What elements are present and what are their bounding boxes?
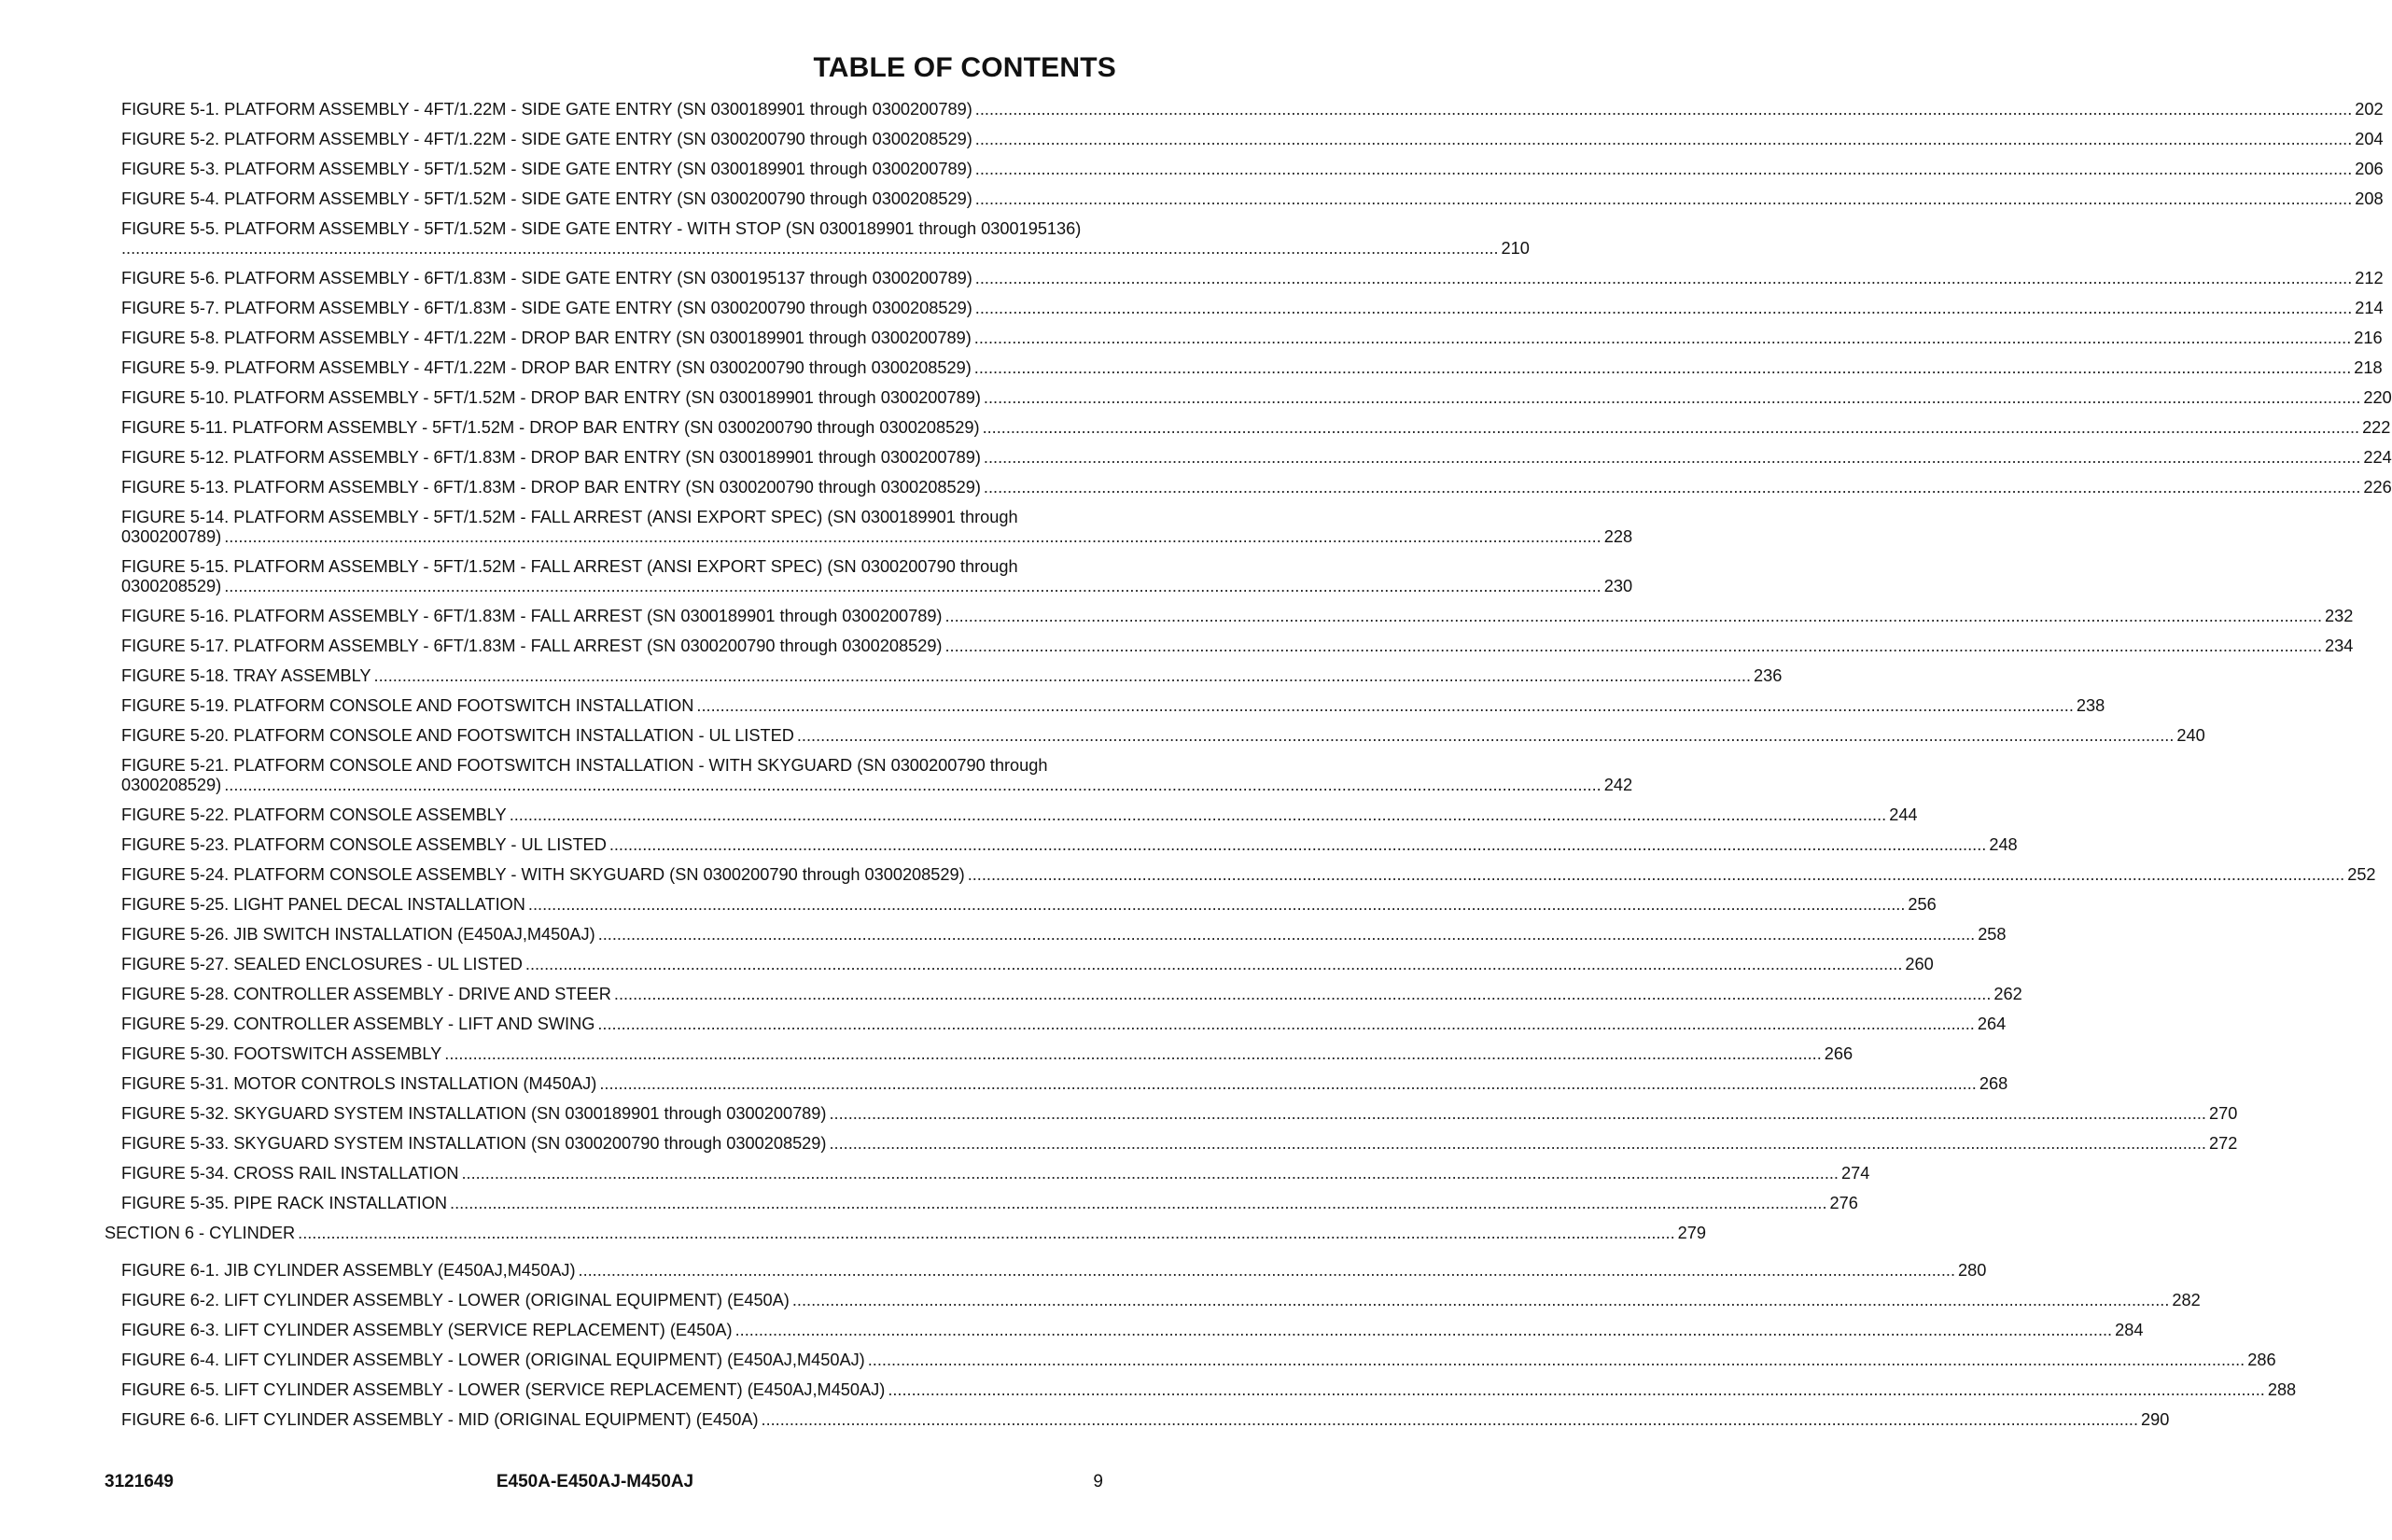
toc-page-number: 284 xyxy=(2115,1321,2144,1339)
toc-figure-entry[interactable] xyxy=(121,895,1937,915)
toc-page-number: 204 xyxy=(2355,130,2384,148)
toc-figure-entry[interactable] xyxy=(121,726,2205,746)
toc-entry-row xyxy=(121,985,2022,1004)
dot-leader xyxy=(450,1194,1827,1213)
toc-entry-row xyxy=(121,130,2384,149)
dot-leader xyxy=(975,130,2353,149)
toc-page-number: 288 xyxy=(2267,1380,2297,1399)
toc-figure-entry[interactable] xyxy=(121,835,2018,855)
toc-entry-row xyxy=(121,577,1633,596)
toc-page-number: 202 xyxy=(2355,100,2384,119)
toc-entry-row xyxy=(121,1104,2238,1124)
toc-page-number: 242 xyxy=(1603,776,1633,794)
toc-entry-row xyxy=(121,478,2392,497)
model-designation: E450A-E450AJ-M450AJ xyxy=(496,1472,694,1491)
toc-entry-title: FIGURE 5-16. PLATFORM ASSEMBLY - 6FT/1.83M - FALL ARREST (SN 0300189901 through 0300200789) xyxy=(121,607,943,625)
toc-page-number: 252 xyxy=(2347,865,2376,884)
toc-page-number: 258 xyxy=(1978,925,2007,944)
toc-figure-entry[interactable] xyxy=(121,805,1918,825)
toc-figure-entry[interactable] xyxy=(121,508,1633,547)
toc-entry-title: FIGURE 5-32. SKYGUARD SYSTEM INSTALLATION (SN 0300189901 through 0300200789) xyxy=(121,1104,827,1123)
document-number: 3121649 xyxy=(105,1472,174,1491)
dot-leader xyxy=(984,448,2361,468)
toc-page-number: 256 xyxy=(1908,895,1937,914)
toc-entry-row xyxy=(121,100,2384,119)
toc-entry-row xyxy=(121,1410,2170,1430)
page-number: 9 xyxy=(1093,1472,1103,1491)
dot-leader xyxy=(974,358,2352,378)
dot-leader xyxy=(224,527,1602,547)
toc-entry-title: FIGURE 5-26. JIB SWITCH INSTALLATION (E450AJ,M450AJ) xyxy=(121,925,595,944)
dot-leader xyxy=(579,1261,1956,1281)
toc-page-number: 240 xyxy=(2176,726,2205,745)
toc-figure-entry[interactable] xyxy=(121,1380,2297,1400)
dot-leader xyxy=(975,269,2353,288)
dot-leader xyxy=(975,160,2353,179)
dot-leader xyxy=(762,1410,2139,1430)
toc-page-number: 230 xyxy=(1603,577,1633,595)
toc-entry-title: FIGURE 5-1. PLATFORM ASSEMBLY - 4FT/1.22M - SIDE GATE ENTRY (SN 0300189901 through 0300200789) xyxy=(121,100,972,119)
toc-entry-title: FIGURE 5-7. PLATFORM ASSEMBLY - 6FT/1.83M - SIDE GATE ENTRY (SN 0300200790 through 0300208529) xyxy=(121,299,972,317)
toc-entry-row xyxy=(121,895,1937,915)
toc-entry-row xyxy=(121,1321,2144,1340)
dot-leader xyxy=(984,478,2361,497)
toc-figure-entry[interactable] xyxy=(121,100,2384,119)
toc-entry-title: FIGURE 5-29. CONTROLLER ASSEMBLY - LIFT AND SWING xyxy=(121,1015,595,1033)
dot-leader xyxy=(974,329,2352,348)
toc-entry-row xyxy=(121,666,1783,686)
dot-leader xyxy=(945,607,2323,626)
dot-leader xyxy=(528,895,1906,915)
page-footer xyxy=(0,1472,1190,1496)
toc-page-number: 208 xyxy=(2355,189,2384,208)
toc-page-number: 248 xyxy=(1989,835,2018,854)
dot-leader xyxy=(444,1044,1822,1064)
dot-leader xyxy=(975,100,2353,119)
toc-entry-row xyxy=(121,1380,2297,1400)
toc-page-number: 214 xyxy=(2355,299,2384,317)
dot-leader xyxy=(121,239,1499,259)
dot-leader xyxy=(374,666,1752,686)
toc-figure-entry[interactable] xyxy=(121,607,2354,626)
toc-entry-title: FIGURE 5-11. PLATFORM ASSEMBLY - 5FT/1.52M - DROP BAR ENTRY (SN 0300200790 through 0300208529) xyxy=(121,418,980,437)
toc-entry-row xyxy=(121,1164,1870,1183)
toc-figure-entry[interactable] xyxy=(121,189,2384,209)
toc-entry-row xyxy=(121,637,2354,656)
toc-figure-entry[interactable] xyxy=(121,756,1633,795)
toc-entry-title-line: FIGURE 5-15. PLATFORM ASSEMBLY - 5FT/1.52M - FALL ARREST (ANSI EXPORT SPEC) (SN 0300200790 through xyxy=(121,557,1018,576)
toc-entry-title: FIGURE 5-22. PLATFORM CONSOLE ASSEMBLY xyxy=(121,805,507,824)
toc-figure-entry[interactable] xyxy=(121,1044,1853,1064)
toc-figure-entry[interactable] xyxy=(121,865,2376,885)
toc-figure-entry[interactable] xyxy=(121,329,2383,348)
dot-leader xyxy=(888,1380,2265,1400)
toc-page-number: 266 xyxy=(1824,1044,1853,1063)
dot-leader xyxy=(614,985,1992,1004)
toc-page-number: 228 xyxy=(1603,527,1633,546)
toc-page-number: 279 xyxy=(1677,1224,1706,1242)
page-title: TABLE OF CONTENTS xyxy=(813,52,1116,83)
toc-entry-title: FIGURE 5-24. PLATFORM CONSOLE ASSEMBLY - WITH SKYGUARD (SN 0300200790 through 0300208529) xyxy=(121,865,965,884)
toc-figure-entry[interactable] xyxy=(121,637,2354,656)
dot-leader xyxy=(735,1321,2113,1340)
dot-leader xyxy=(224,577,1602,596)
toc-entry-title: SECTION 6 - CYLINDER xyxy=(105,1224,296,1242)
toc-entry-row xyxy=(121,835,2018,855)
toc-entry-title: 0300200789) xyxy=(121,527,222,546)
dot-leader xyxy=(525,955,1903,974)
toc-entry-title: FIGURE 5-23. PLATFORM CONSOLE ASSEMBLY - UL LISTED xyxy=(121,835,607,854)
dot-leader xyxy=(598,925,1976,945)
toc-entry-row xyxy=(121,607,2354,626)
dot-leader xyxy=(868,1351,2245,1370)
toc-page-number: 262 xyxy=(1993,985,2022,1003)
toc-entry-title: FIGURE 6-4. LIFT CYLINDER ASSEMBLY - LOWER (ORIGINAL EQUIPMENT) (E450AJ,M450AJ) xyxy=(121,1351,865,1369)
toc-figure-entry[interactable] xyxy=(121,696,2105,716)
toc-page-number: 222 xyxy=(2362,418,2391,437)
toc-entry-title: FIGURE 5-28. CONTROLLER ASSEMBLY - DRIVE AND STEER xyxy=(121,985,611,1003)
toc-page-number: 232 xyxy=(2325,607,2354,625)
toc-entry-row xyxy=(121,1074,2008,1094)
toc-figure-entry[interactable] xyxy=(121,1015,2007,1034)
toc-figure-entry[interactable] xyxy=(121,269,2384,288)
toc-page-number: 264 xyxy=(1977,1015,2007,1033)
dot-leader xyxy=(224,776,1602,795)
toc-page-number: 224 xyxy=(2363,448,2392,467)
toc-entry-title: FIGURE 6-2. LIFT CYLINDER ASSEMBLY - LOWER (ORIGINAL EQUIPMENT) (E450A) xyxy=(121,1291,790,1309)
toc-page-number: 244 xyxy=(1889,805,1918,824)
table-of-contents xyxy=(0,100,2392,1440)
dot-leader xyxy=(975,189,2353,209)
toc-entry-row xyxy=(121,776,1633,795)
toc-figure-entry[interactable] xyxy=(121,666,1783,686)
toc-entry-title: FIGURE 5-12. PLATFORM ASSEMBLY - 6FT/1.83M - DROP BAR ENTRY (SN 0300189901 through 0300200789) xyxy=(121,448,981,467)
toc-figure-entry[interactable] xyxy=(121,1261,1987,1281)
toc-page-number: 268 xyxy=(1979,1074,2008,1093)
toc-entry-title: FIGURE 5-20. PLATFORM CONSOLE AND FOOTSWITCH INSTALLATION - UL LISTED xyxy=(121,726,794,745)
toc-figure-entry[interactable] xyxy=(121,299,2384,318)
dot-leader xyxy=(510,805,1887,825)
toc-page-number: 236 xyxy=(1754,666,1783,685)
toc-entry-title: FIGURE 5-31. MOTOR CONTROLS INSTALLATION (M450AJ) xyxy=(121,1074,597,1093)
toc-entry-title: FIGURE 5-17. PLATFORM ASSEMBLY - 6FT/1.83M - FALL ARREST (SN 0300200790 through 0300208529) xyxy=(121,637,943,655)
toc-entry-title-line: FIGURE 5-14. PLATFORM ASSEMBLY - 5FT/1.52M - FALL ARREST (ANSI EXPORT SPEC) (SN 0300189901 through xyxy=(121,508,1018,526)
dot-leader xyxy=(829,1104,2206,1124)
toc-entry-row xyxy=(121,1194,1858,1213)
toc-entry-row xyxy=(121,1015,2007,1034)
toc-entry-row xyxy=(121,358,2383,378)
toc-entry-row xyxy=(121,1261,1987,1281)
dot-leader xyxy=(298,1224,1675,1243)
toc-entry-row xyxy=(121,448,2392,468)
toc-entry-title: FIGURE 5-25. LIGHT PANEL DECAL INSTALLATION xyxy=(121,895,525,914)
toc-page-number: 234 xyxy=(2325,637,2354,655)
toc-figure-entry[interactable] xyxy=(121,448,2392,468)
toc-entry-row xyxy=(121,1351,2276,1370)
toc-entry-title: FIGURE 6-5. LIFT CYLINDER ASSEMBLY - LOWER (SERVICE REPLACEMENT) (E450AJ,M450AJ) xyxy=(121,1380,886,1399)
toc-figure-entry[interactable] xyxy=(121,1104,2238,1124)
toc-entry-title: FIGURE 5-10. PLATFORM ASSEMBLY - 5FT/1.52M - DROP BAR ENTRY (SN 0300189901 through 0300200789) xyxy=(121,388,981,407)
toc-page-number: 260 xyxy=(1905,955,1934,973)
toc-page-number: 226 xyxy=(2363,478,2392,497)
dot-leader xyxy=(599,1074,1977,1094)
toc-page-number: 286 xyxy=(2247,1351,2276,1369)
toc-entry-row xyxy=(121,527,1633,547)
toc-entry-title: FIGURE 5-27. SEALED ENCLOSURES - UL LISTED xyxy=(121,955,523,973)
toc-figure-entry[interactable] xyxy=(121,985,2022,1004)
toc-entry-row xyxy=(121,299,2384,318)
toc-entry-title: FIGURE 5-3. PLATFORM ASSEMBLY - 5FT/1.52M - SIDE GATE ENTRY (SN 0300189901 through 0300200789) xyxy=(121,160,972,178)
toc-entry-row xyxy=(121,189,2384,209)
toc-entry-row xyxy=(121,160,2384,179)
toc-page-number: 216 xyxy=(2354,329,2383,347)
toc-entry-row xyxy=(121,925,2007,945)
dot-leader xyxy=(696,696,2074,716)
toc-entry-title: FIGURE 5-13. PLATFORM ASSEMBLY - 6FT/1.83M - DROP BAR ENTRY (SN 0300200790 through 0300208529) xyxy=(121,478,981,497)
dot-leader xyxy=(461,1164,1839,1183)
toc-entry-row xyxy=(121,955,1934,974)
toc-entry-title: FIGURE 5-34. CROSS RAIL INSTALLATION xyxy=(121,1164,459,1183)
toc-entry-title-line: FIGURE 5-5. PLATFORM ASSEMBLY - 5FT/1.52M - SIDE GATE ENTRY - WITH STOP (SN 0300189901 through 0300195136) xyxy=(121,219,1082,238)
dot-leader xyxy=(975,299,2353,318)
toc-entry-title: FIGURE 5-4. PLATFORM ASSEMBLY - 5FT/1.52M - SIDE GATE ENTRY (SN 0300200790 through 0300208529) xyxy=(121,189,972,208)
toc-entry-row xyxy=(121,388,2392,408)
toc-page-number: 218 xyxy=(2354,358,2383,377)
toc-figure-entry[interactable] xyxy=(121,1194,1858,1213)
toc-figure-entry[interactable] xyxy=(121,1164,1870,1183)
toc-entry-row xyxy=(121,418,2391,438)
toc-entry-title: FIGURE 5-19. PLATFORM CONSOLE AND FOOTSWITCH INSTALLATION xyxy=(121,696,694,715)
toc-figure-entry[interactable] xyxy=(121,219,1530,259)
toc-page-number: 272 xyxy=(2208,1134,2238,1153)
toc-page-number: 274 xyxy=(1840,1164,1870,1183)
toc-entry-row xyxy=(121,805,1918,825)
toc-entry-row xyxy=(121,696,2105,716)
toc-entry-row xyxy=(105,1224,1706,1243)
toc-page-number: 238 xyxy=(2076,696,2105,715)
toc-figure-entry[interactable] xyxy=(121,955,1934,974)
toc-entry-title: FIGURE 5-30. FOOTSWITCH ASSEMBLY xyxy=(121,1044,442,1063)
toc-figure-entry[interactable] xyxy=(121,1410,2170,1430)
toc-entry-title: 0300208529) xyxy=(121,776,222,794)
toc-figure-entry[interactable] xyxy=(121,130,2384,149)
dot-leader xyxy=(609,835,1987,855)
toc-entry-row xyxy=(121,726,2205,746)
toc-page-number: 270 xyxy=(2208,1104,2238,1123)
toc-entry-row xyxy=(121,865,2376,885)
toc-page-number: 210 xyxy=(1501,239,1530,258)
dot-leader xyxy=(792,1291,2170,1310)
dot-leader xyxy=(797,726,2175,746)
dot-leader xyxy=(829,1134,2206,1154)
toc-figure-entry[interactable] xyxy=(121,1351,2276,1370)
toc-entry-title: FIGURE 6-3. LIFT CYLINDER ASSEMBLY (SERVICE REPLACEMENT) (E450A) xyxy=(121,1321,733,1339)
toc-entry-title: FIGURE 6-6. LIFT CYLINDER ASSEMBLY - MID (ORIGINAL EQUIPMENT) (E450A) xyxy=(121,1410,759,1429)
toc-entry-title: FIGURE 6-1. JIB CYLINDER ASSEMBLY (E450AJ,M450AJ) xyxy=(121,1261,576,1280)
dot-leader xyxy=(945,637,2323,656)
toc-page-number: 282 xyxy=(2172,1291,2201,1309)
dot-leader xyxy=(968,865,2345,885)
toc-entry-row xyxy=(121,329,2383,348)
toc-entry-title: FIGURE 5-35. PIPE RACK INSTALLATION xyxy=(121,1194,448,1212)
toc-entry-title: FIGURE 5-8. PLATFORM ASSEMBLY - 4FT/1.22M - DROP BAR ENTRY (SN 0300189901 through 0300200789) xyxy=(121,329,972,347)
toc-entry-row xyxy=(121,269,2384,288)
toc-entry-row xyxy=(121,239,1530,259)
dot-leader xyxy=(597,1015,1975,1034)
toc-entry-title: FIGURE 5-9. PLATFORM ASSEMBLY - 4FT/1.22M - DROP BAR ENTRY (SN 0300200790 through 0300208529) xyxy=(121,358,972,377)
toc-page-number: 276 xyxy=(1829,1194,1858,1212)
toc-page-number: 290 xyxy=(2141,1410,2170,1429)
toc-entry-title: FIGURE 5-18. TRAY ASSEMBLY xyxy=(121,666,371,685)
toc-entry-title: FIGURE 5-33. SKYGUARD SYSTEM INSTALLATION (SN 0300200790 through 0300208529) xyxy=(121,1134,827,1153)
toc-figure-entry[interactable] xyxy=(121,358,2383,378)
toc-figure-entry[interactable] xyxy=(121,388,2392,408)
toc-figure-entry[interactable] xyxy=(121,478,2392,497)
toc-entry-title: FIGURE 5-2. PLATFORM ASSEMBLY - 4FT/1.22M - SIDE GATE ENTRY (SN 0300200790 through 0300208529) xyxy=(121,130,972,148)
toc-entry-title: FIGURE 5-6. PLATFORM ASSEMBLY - 6FT/1.83M - SIDE GATE ENTRY (SN 0300195137 through 0300200789) xyxy=(121,269,972,287)
toc-entry-title-line: FIGURE 5-21. PLATFORM CONSOLE AND FOOTSWITCH INSTALLATION - WITH SKYGUARD (SN 0300200790 through xyxy=(121,756,1048,775)
toc-figure-entry[interactable] xyxy=(121,418,2391,438)
toc-entry-row xyxy=(121,1291,2201,1310)
toc-entry-row xyxy=(121,1134,2238,1154)
toc-figure-entry[interactable] xyxy=(121,160,2384,179)
toc-page-number: 280 xyxy=(1958,1261,1987,1280)
toc-entry-row xyxy=(121,1044,1853,1064)
toc-page-number: 220 xyxy=(2363,388,2392,407)
toc-figure-entry[interactable] xyxy=(121,557,1633,596)
toc-entry-title: 0300208529) xyxy=(121,577,222,595)
toc-page-number: 206 xyxy=(2355,160,2384,178)
toc-figure-entry[interactable] xyxy=(121,1134,2238,1154)
dot-leader xyxy=(984,388,2361,408)
toc-figure-entry[interactable] xyxy=(121,1291,2201,1310)
toc-page-number: 212 xyxy=(2355,269,2384,287)
dot-leader xyxy=(983,418,2360,438)
toc-figure-entry[interactable] xyxy=(121,925,2007,945)
toc-figure-entry[interactable] xyxy=(121,1074,2008,1094)
toc-section-entry[interactable] xyxy=(105,1224,1706,1243)
toc-figure-entry[interactable] xyxy=(121,1321,2144,1340)
